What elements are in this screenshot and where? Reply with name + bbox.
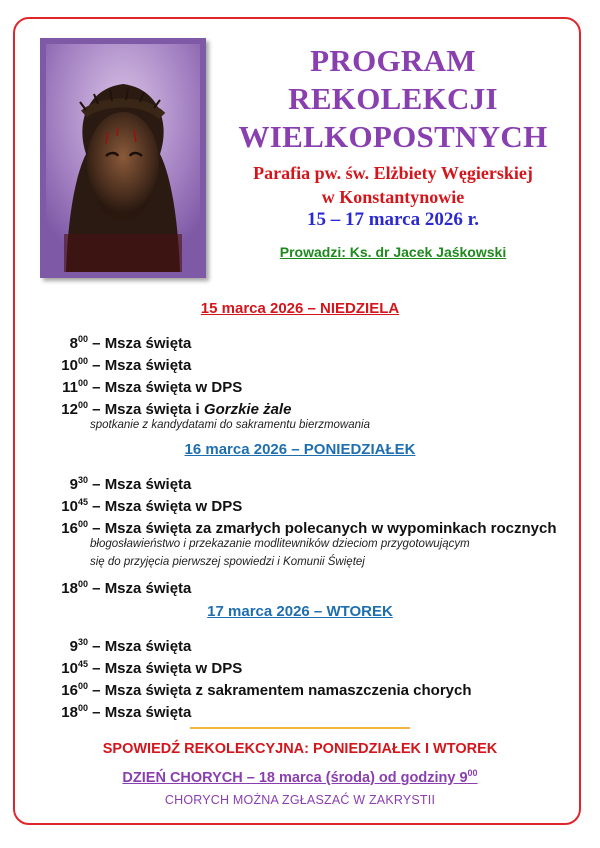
schedule-row: $10^{45}$ – Msza święta w DPS bbox=[61, 659, 243, 677]
schedule-row: $18^{00}$ – Msza święta bbox=[61, 703, 192, 721]
sick-day-info: DZIEŃ CHORYCH – 18 marca (środa) od godziny $9^{00}$ bbox=[122, 768, 478, 786]
separator-line bbox=[190, 727, 410, 729]
schedule-row: $18^{00}$ – Msza święta bbox=[61, 579, 192, 597]
schedule-note: błogosławieństwo i przekazanie modlitewników dzieciom przygotowującym bbox=[90, 538, 470, 550]
schedule-row: $9^{30}$ – Msza święta bbox=[69, 637, 192, 655]
parish-line-2: w Konstantynowie bbox=[321, 187, 465, 207]
title-line-1: PROGRAM bbox=[310, 43, 476, 78]
title-line-2: REKOLEKCJI bbox=[288, 81, 498, 116]
title-line-3: WIELKOPOSTNYCH bbox=[238, 119, 548, 154]
schedule-row: $8^{00}$ – Msza święta bbox=[69, 334, 192, 352]
retreat-dates: 15 – 17 marca 2026 r. bbox=[306, 209, 480, 230]
schedule-row: $9^{30}$ – Msza święta bbox=[69, 475, 192, 493]
day-heading-2: 16 marca 2026 – PONIEDZIAŁEK bbox=[184, 441, 416, 458]
schedule-row: $16^{00}$ – Msza święta za zmarłych polecanych w wypominkach rocznych bbox=[61, 519, 557, 537]
sick-registration-note: CHORYCH MOŻNA ZGŁASZAĆ W ZAKRYSTII bbox=[164, 793, 436, 807]
christ-portrait-icon bbox=[46, 44, 200, 272]
schedule-row: $16^{00}$ – Msza święta z sakramentem namaszczenia chorych bbox=[61, 681, 472, 699]
day-heading-3: 17 marca 2026 – WTOREK bbox=[207, 603, 393, 620]
christ-thorn-crown-image bbox=[40, 38, 206, 278]
retreat-leader: Prowadzi: Ks. dr Jacek Jaśkowski bbox=[279, 244, 507, 260]
schedule-row: $12^{00}$ – Msza święta i Gorzkie żale bbox=[61, 400, 292, 418]
day-heading-1: 15 marca 2026 – NIEDZIELA bbox=[200, 300, 400, 317]
confession-info: SPOWIEDŹ REKOLEKCYJNA: PONIEDZIAŁEK I WTOREK bbox=[102, 741, 498, 757]
schedule-note: spotkanie z kandydatami do sakramentu bierzmowania bbox=[90, 419, 370, 431]
schedule-row: $10^{00}$ – Msza święta bbox=[61, 356, 192, 374]
schedule-row: $10^{45}$ – Msza święta w DPS bbox=[61, 497, 243, 515]
schedule-note: się do przyjęcia pierwszej spowiedzi i Komunii Świętej bbox=[90, 556, 365, 568]
schedule-row: $11^{00}$ – Msza święta w DPS bbox=[62, 378, 243, 396]
parish-line-1: Parafia pw. św. Elżbiety Węgierskiej bbox=[253, 163, 533, 183]
